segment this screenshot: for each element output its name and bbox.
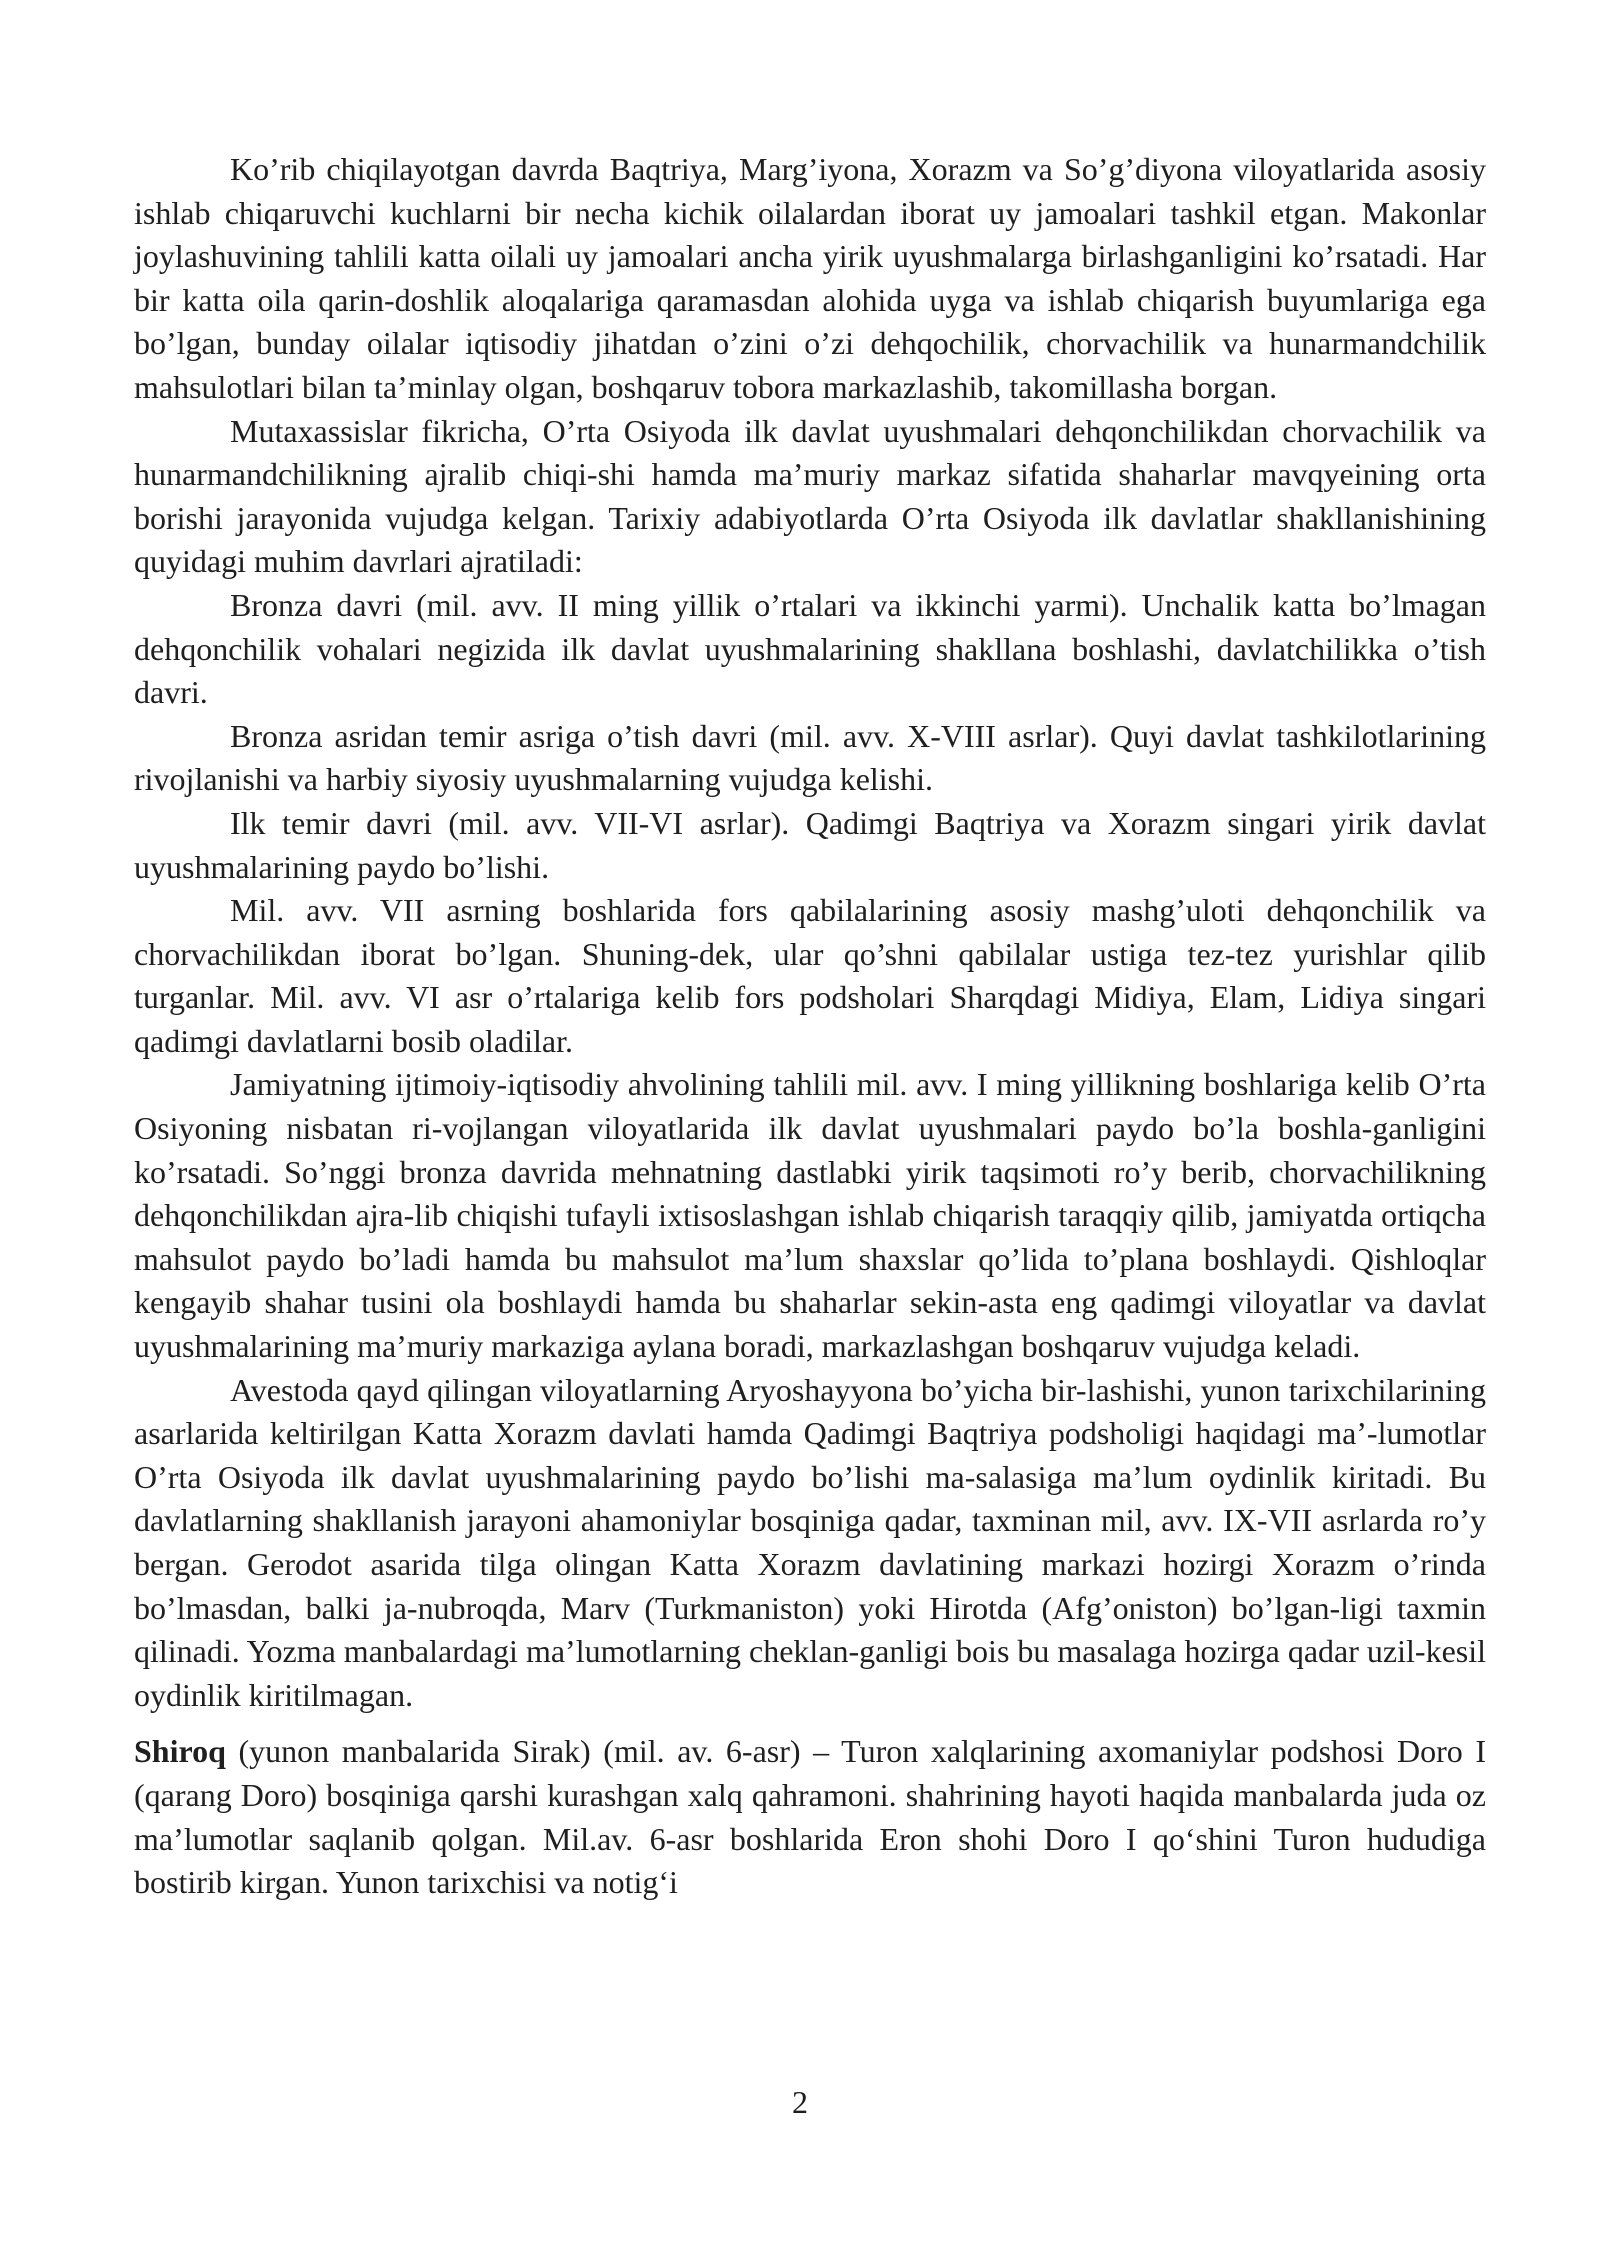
paragraph-2: Mutaxassislar fikricha, O’rta Osiyoda ilk davlat uyushmalari dehqonchilikdan chorvachilik va hunarmandchilikning ajralib chiqi-shi hamda ma’muriy markaz sifatida shaharlar mavqyeining orta borishi jarayonida vujudga kelgan. Tarixiy adabiyotlarda O’rta Osiyoda ilk davlatlar shakllanishining quyidagi muhim davrlari ajratiladi: bbox=[134, 412, 1486, 580]
paragraph-6: Mil. avv. VII asrning boshlarida fors qabilalarining asosiy mashg’uloti dehqonchilik va chorvachilikdan iborat bo’lgan. Shuning-dek, ular qo’shni qabilalar ustiga tez-tez yurishlar qilib turganlar. Mil. avv. VI asr o’rtalariga kelib fors podsholari Sharqdagi Midiya, Elam, Lidiya singari qadimgi davlatlarni bosib oladilar. bbox=[134, 892, 1486, 1059]
entry-paragraph bbox=[134, 1730, 1486, 1904]
paragraph-1: Ko’rib chiqilayotgan davrda Baqtriya, Marg’iyona, Xorazm va So’g’diyona viloyatlarida asosiy ishlab chiqaruvchi kuchlarni bir necha kichik oilalardan iborat uy jamoalari tashkil etgan. Makonlar joylashuvining tahlili katta oilali uy jamoalari ancha yirik uyushmalarga birlashganligini ko’rsatadi. Har bir katta oila qarin-doshlik aloqalariga qaramasdan alohida uyga va ishlab chiqarish buyumlariga ega bo’lgan, bunday oilalar iqtisodiy jihatdan o’zini o’zi dehqochilik, chorvachilik va hunarmandchilik mahsulotlari bilan ta’minlay olgan, boshqaruv tobora markazlashib, takomillasha borgan. bbox=[134, 151, 1486, 405]
entry-text: (yunon manbalarida Sirak) (mil. av. 6-asr) – Turon xalqlarining axomaniylar podshosi Doro I (qarang Doro) bosqiniga qarshi kurashgan xalq qahramoni. shahrining hayoti haqida manbalarda juda oz ma’lumotlar saqlanib qolgan. Mil.av. 6-asr boshlarida Eron shohi Doro I qo‘shini Turon hududiga bostirib kirgan. Yunon tarixchisi va notig‘i bbox=[134, 1733, 1486, 1901]
paragraph-5: Ilk temir davri (mil. avv. VII-VI asrlar). Qadimgi Baqtriya va Xorazm singari yirik davlat uyushmalarining paydo bo’lishi. bbox=[134, 804, 1486, 885]
paragraph-4: Bronza asridan temir asriga o’tish davri (mil. avv. X-VIII asrlar). Quyi davlat tashkilotlarining rivojlanishi va harbiy siyosiy uyushmalarning vujudga kelishi. bbox=[134, 717, 1486, 798]
paragraph-3: Bronza davri (mil. avv. II ming yillik o’rtalari va ikkinchi yarmi). Unchalik katta bo’lmagan dehqonchilik vohalari negizida ilk davlat uyushmalarining shakllana boshlashi, davlatchilikka o’tish davri. bbox=[134, 586, 1486, 711]
document-body bbox=[134, 148, 1486, 1905]
paragraph-8: Avestoda qayd qilingan viloyatlarning Aryoshayyona bo’yicha bir-lashishi, yunon tarixchilarining asarlarida keltirilgan Katta Xorazm davlati hamda Qadimgi Baqtriya podsholigi haqidagi ma’-lumotlar O’rta Osiyoda ilk davlat uyushmalarining paydo bo’lishi ma-salasiga ma’lum oydinlik kiritadi. Bu davlatlarning shakllanish jarayoni ahamoniylar bosqiniga qadar, taxminan mil, avv. IX-VII asrlarda ro’y bergan. Gerodot asarida tilga olingan Katta Xorazm davlatining markazi hozirgi Xorazm o’rinda bo’lmasdan, balki ja-nubroqda, Marv (Turkmaniston) yoki Hirotda (Afg’oniston) bo’lgan-ligi taxmin qilinadi. Yozma manbalardagi ma’lumotlarning cheklan-ganligi bois bu masalaga hozirga qadar uzil-kesil oydinlik kiritilmagan. bbox=[134, 1371, 1486, 1713]
paragraph-7: Jamiyatning ijtimoiy-iqtisodiy ahvolining tahlili mil. avv. I ming yillikning boshlariga kelib O’rta Osiyoning nisbatan ri-vojlangan viloyatlarida ilk davlat uyushmalari paydo bo’la boshla-ganligini ko’rsatadi. So’nggi bronza davrida mehnatning dastlabki yirik taqsimoti ro’y berib, chorvachilikning dehqonchilikdan ajra-lib chiqishi tufayli ixtisoslashgan ishlab chiqarish taraqqiy qilib, jamiyatda ortiqcha mahsulot paydo bo’ladi hamda bu mahsulot ma’lum shaxslar qo’lida to’plana boshlaydi. Qishloqlar kengayib shahar tusini ola boshlaydi hamda bu shaharlar sekin-asta eng qadimgi viloyatlar va davlat uyushmalarining ma’muriy markaziga aylana boradi, markazlashgan boshqaruv vujudga keladi. bbox=[134, 1066, 1486, 1365]
page-number: 2 bbox=[792, 2084, 808, 2120]
entry-term: Shiroq bbox=[134, 1733, 226, 1770]
